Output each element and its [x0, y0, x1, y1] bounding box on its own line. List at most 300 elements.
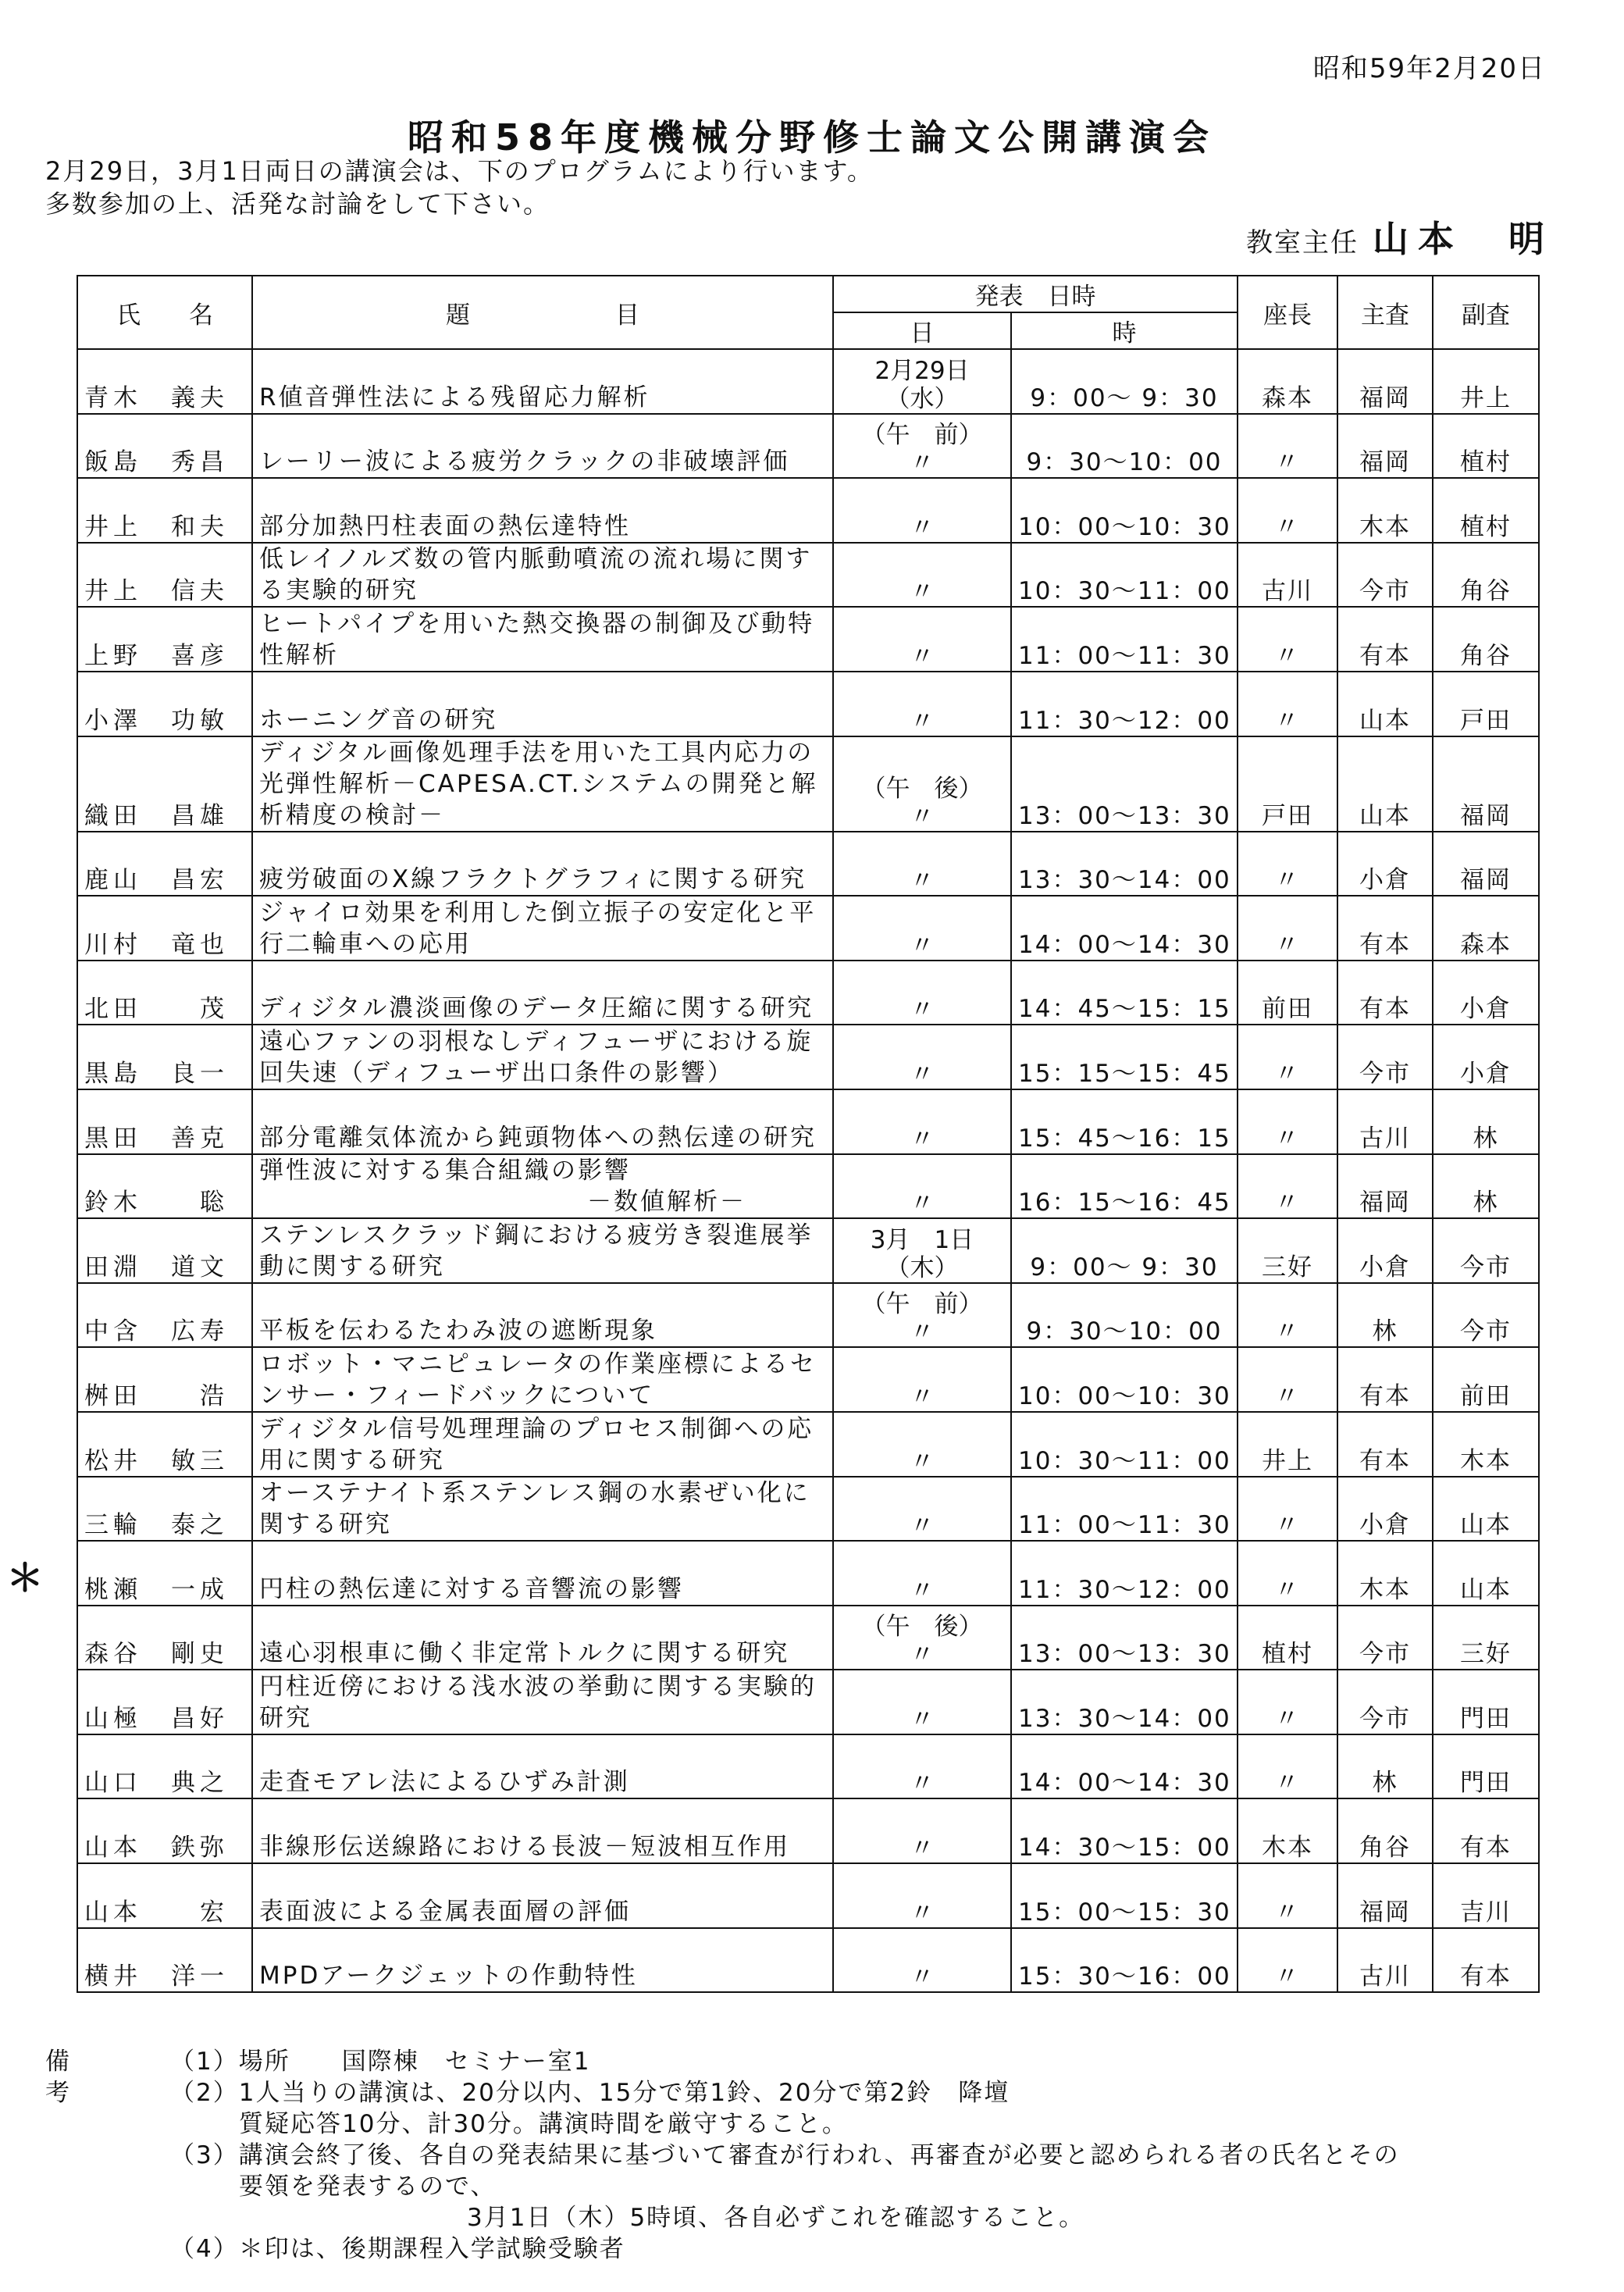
day-cell [833, 1154, 1011, 1219]
time-cell: 11：00～11：30 [1011, 1477, 1238, 1542]
header-time: 時 [1011, 312, 1238, 349]
chair-cell: 三好 [1238, 1218, 1337, 1283]
chair-cell: 〃 [1238, 896, 1337, 961]
examiner-cell: 今市 [1337, 1606, 1433, 1670]
sub-examiner-cell: 福岡 [1433, 736, 1539, 832]
presenter-name-cell [77, 543, 252, 608]
table-row [77, 672, 1539, 736]
table-row [77, 543, 1539, 608]
presenter-name-cell [77, 478, 252, 543]
thesis-title-cell [252, 1928, 833, 1993]
sub-examiner-cell: 福岡 [1433, 832, 1539, 896]
presenter-name: 中含 広寿 [84, 1317, 229, 1346]
remark-3-cont: 要領を発表するので、 [239, 2173, 497, 2201]
presenter-name-cell [77, 349, 252, 414]
examiner-cell: 福岡 [1337, 414, 1433, 479]
day-value: 〃 [910, 1512, 935, 1541]
presenter-name-cell [77, 414, 252, 479]
thesis-subtitle: －数値解析－ [587, 1188, 746, 1217]
chair-cell: 古川 [1238, 543, 1337, 608]
chief-name: 山本 明 [1373, 218, 1554, 260]
examiner-cell: 今市 [1337, 543, 1433, 608]
table-row [77, 896, 1539, 961]
presenter-name: 桝田 浩 [84, 1381, 229, 1410]
thesis-title: 低レイノルズ数の管内脈動噴流の流れ場に関する実験的研究 [259, 545, 813, 605]
document-title: 昭和58年度機械分野修士論文公開講演会 [407, 116, 1216, 159]
applicant-mark: ＊ [6, 1556, 49, 1600]
examiner-cell: 角谷 [1337, 1798, 1433, 1863]
program-rows [6, 349, 1539, 1992]
table-row [77, 478, 1539, 543]
sub-examiner-cell: 角谷 [1433, 543, 1539, 608]
presenter-name: 北田 茂 [84, 995, 229, 1024]
chair-cell: 〃 [1238, 1863, 1337, 1928]
chief-signature [1246, 211, 1554, 262]
examiner-cell: 福岡 [1337, 1154, 1433, 1219]
thesis-title: R値音弾性法による残留応力解析 [259, 383, 650, 412]
presenter-name: 黒田 善克 [84, 1124, 229, 1153]
time-cell: 11：30～12：00 [1011, 672, 1238, 736]
sub-examiner-cell: 今市 [1433, 1218, 1539, 1283]
table-row [77, 1863, 1539, 1928]
thesis-title: 走査モアレ法によるひずみ計測 [259, 1768, 630, 1797]
time-cell: 15：00～15：30 [1011, 1863, 1238, 1928]
day-cell [833, 1606, 1011, 1670]
day-cell [833, 1089, 1011, 1154]
thesis-title-cell [252, 736, 833, 832]
presenter-name-cell [77, 1928, 252, 1993]
examiner-cell: 有本 [1337, 1347, 1433, 1412]
time-cell: 9：00～ 9：30 [1011, 349, 1238, 414]
thesis-title: 平板を伝わるたわみ波の遮断現象 [259, 1317, 657, 1346]
presenter-name-cell [77, 1025, 252, 1089]
header-sub-examiner: 副査 [1433, 276, 1539, 349]
day-cell [833, 1025, 1011, 1089]
day-value: 〃 [910, 1189, 935, 1218]
presenter-name: 織田 昌雄 [84, 801, 229, 830]
time-cell: 16：15～16：45 [1011, 1154, 1238, 1219]
presenter-name: 松井 敏三 [84, 1446, 229, 1475]
presenter-name: 横井 洋一 [84, 1962, 229, 1991]
thesis-title: ディジタル画像処理手法を用いた工具内応力の光弾性解析－CAPESA.CT.システムの開発と解析精度の検討－ [259, 738, 818, 829]
presenter-name: 山極 昌好 [84, 1704, 229, 1733]
examiner-cell: 有本 [1337, 1412, 1433, 1477]
presenter-name-cell [77, 736, 252, 832]
remark-3-date: 3月1日（木）5時頃、各自必ずこれを確認すること。 [467, 2204, 1085, 2232]
thesis-title-cell [252, 1283, 833, 1348]
presenter-name-cell [77, 832, 252, 896]
chair-cell: 〃 [1238, 1928, 1337, 1993]
chair-cell: 〃 [1238, 1089, 1337, 1154]
presenter-name: 井上 信夫 [84, 577, 229, 606]
examiner-cell: 有本 [1337, 896, 1433, 961]
chair-cell: 〃 [1238, 672, 1337, 736]
table-row [77, 1154, 1539, 1219]
thesis-title-cell [252, 349, 833, 414]
remarks-label: 備考 [45, 2048, 71, 2107]
thesis-title-cell [252, 1541, 833, 1606]
day-label: （午 前） [861, 1290, 983, 1319]
presenter-name: 飯島 秀昌 [84, 448, 229, 477]
chair-cell: 前田 [1238, 961, 1337, 1025]
chair-cell: 戸田 [1238, 736, 1337, 832]
time-cell: 10：30～11：00 [1011, 543, 1238, 608]
sub-examiner-cell: 有本 [1433, 1798, 1539, 1863]
examiner-cell: 木本 [1337, 1541, 1433, 1606]
presenter-name-cell [77, 896, 252, 961]
day-cell [833, 961, 1011, 1025]
day-cell [833, 1412, 1011, 1477]
thesis-title: ホーニング音の研究 [259, 705, 498, 734]
thesis-title: 表面波による金属表面層の評価 [259, 1897, 631, 1926]
presenter-name: 鈴木 聡 [84, 1189, 229, 1217]
table-row [77, 607, 1539, 672]
time-cell: 14：00～14：30 [1011, 1734, 1238, 1799]
thesis-title: ジャイロ効果を利用した倒立振子の安定化と平行二輪車への応用 [259, 898, 817, 958]
day-value: 〃 [910, 449, 935, 478]
presenter-name-cell [77, 1283, 252, 1348]
header-name: 氏 名 [77, 276, 252, 349]
table-row [77, 1412, 1539, 1477]
sub-examiner-cell: 有本 [1433, 1928, 1539, 1993]
sub-examiner-cell: 植村 [1433, 414, 1539, 479]
thesis-title: 弾性波に対する集合組織の影響 [259, 1157, 631, 1185]
table-row [77, 1089, 1539, 1154]
examiner-cell: 山本 [1337, 672, 1433, 736]
presenter-name-cell [77, 1606, 252, 1670]
chair-cell: 〃 [1238, 832, 1337, 896]
presenter-name-cell [6, 1541, 252, 1606]
day-value: 〃 [910, 642, 935, 671]
day-cell [833, 478, 1011, 543]
thesis-title-cell [252, 961, 833, 1025]
sub-examiner-cell: 門田 [1433, 1670, 1539, 1734]
thesis-title-cell [252, 1218, 833, 1283]
table-row [77, 736, 1539, 832]
thesis-title: 部分加熱円柱表面の熱伝達特性 [259, 512, 631, 540]
thesis-title-cell [252, 1154, 833, 1219]
thesis-title: 疲労破面のX線フラクトグラフィに関する研究 [259, 865, 807, 894]
examiner-cell: 有本 [1337, 961, 1433, 1025]
time-cell: 13：30～14：00 [1011, 832, 1238, 896]
presenter-name: 井上 和夫 [84, 512, 229, 541]
thesis-title-cell [252, 1089, 833, 1154]
sub-examiner-cell: 前田 [1433, 1347, 1539, 1412]
thesis-title: オーステナイト系ステンレス鋼の水素ぜい化に関する研究 [259, 1479, 810, 1539]
time-cell: 13：00～13：30 [1011, 736, 1238, 832]
examiner-cell: 小倉 [1337, 1218, 1433, 1283]
time-cell: 14：00～14：30 [1011, 896, 1238, 961]
table-row [77, 1283, 1539, 1348]
day-value: 〃 [910, 1576, 935, 1605]
table-row [77, 832, 1539, 896]
thesis-title: レーリー波による疲労クラックの非破壊評価 [259, 447, 790, 476]
thesis-title: 円柱近傍における浅水波の挙動に関する実験的研究 [259, 1672, 817, 1732]
day-label: （午 後） [861, 1613, 983, 1641]
presenter-name-cell [77, 961, 252, 1025]
presenter-name-cell [77, 1218, 252, 1283]
day-cell [833, 349, 1011, 414]
day-cell [833, 1541, 1011, 1606]
sub-examiner-cell: 木本 [1433, 1412, 1539, 1477]
sub-examiner-cell: 吉川 [1433, 1863, 1539, 1928]
day-cell [833, 896, 1011, 961]
examiner-cell: 有本 [1337, 607, 1433, 672]
day-cell [833, 1863, 1011, 1928]
thesis-title: ヒートパイプを用いた熱交換器の制御及び動特性解析 [259, 609, 815, 669]
sub-examiner-cell: 三好 [1433, 1606, 1539, 1670]
examiner-cell: 木本 [1337, 478, 1433, 543]
time-cell: 10：30～11：00 [1011, 1412, 1238, 1477]
thesis-title-cell [252, 896, 833, 961]
header-chair: 座長 [1238, 276, 1337, 349]
thesis-title-cell [252, 1606, 833, 1670]
presenter-name: 三輪 泰之 [84, 1511, 229, 1540]
day-value: 〃 [910, 1060, 935, 1089]
day-cell [833, 414, 1011, 479]
day-value: 〃 [910, 578, 935, 607]
header-day: 日 [833, 312, 1011, 349]
presenter-name: 黒島 良一 [84, 1059, 229, 1088]
day-value: 〃 [910, 707, 935, 736]
thesis-title: MPDアークジェットの作動特性 [259, 1962, 638, 1991]
sub-examiner-cell: 門田 [1433, 1734, 1539, 1799]
presenter-name-cell [77, 1154, 252, 1219]
examiner-cell: 古川 [1337, 1928, 1433, 1993]
thesis-title-cell [252, 1798, 833, 1863]
thesis-title-cell [252, 543, 833, 608]
presenter-name-cell [77, 607, 252, 672]
presenter-name-cell [77, 1863, 252, 1928]
day-cell [833, 543, 1011, 608]
chair-cell: 木本 [1238, 1798, 1337, 1863]
day-label: 2月29日 [874, 356, 970, 385]
presenter-name: 山口 典之 [84, 1769, 229, 1798]
time-cell: 11：00～11：30 [1011, 607, 1238, 672]
chair-cell: 植村 [1238, 1606, 1337, 1670]
time-cell: 9：30～10：00 [1011, 1283, 1238, 1348]
thesis-title-cell [252, 1347, 833, 1412]
thesis-title: 円柱の熱伝達に対する音響流の影響 [259, 1574, 684, 1603]
thesis-title: 非線形伝送線路における長波－短波相互作用 [259, 1833, 790, 1862]
chair-cell: 〃 [1238, 1283, 1337, 1348]
presenter-name-cell [77, 1089, 252, 1154]
examiner-cell: 福岡 [1337, 1863, 1433, 1928]
day-value: 〃 [910, 1318, 935, 1347]
day-cell [833, 672, 1011, 736]
sub-examiner-cell: 小倉 [1433, 961, 1539, 1025]
intro-line-1: 2月29日，3月1日両日の講演会は、下のプログラムにより行います。 [45, 156, 874, 186]
presenter-name-cell [77, 1670, 252, 1734]
chair-cell: 〃 [1238, 1477, 1337, 1542]
sub-examiner-cell: 戸田 [1433, 672, 1539, 736]
examiner-cell: 福岡 [1337, 349, 1433, 414]
day-value: 〃 [910, 1898, 935, 1927]
presenter-name-cell [77, 1412, 252, 1477]
time-cell: 13：30～14：00 [1011, 1670, 1238, 1734]
sub-examiner-cell: 林 [1433, 1154, 1539, 1219]
thesis-title-cell [252, 832, 833, 896]
time-cell: 9：00～ 9：30 [1011, 1218, 1238, 1283]
day-value: 〃 [910, 1963, 935, 1992]
day-value: 〃 [910, 1125, 935, 1153]
day-label: 3月 1日 [870, 1225, 974, 1254]
chair-cell: 井上 [1238, 1412, 1337, 1477]
day-cell [833, 1477, 1011, 1542]
sub-examiner-cell: 林 [1433, 1089, 1539, 1154]
sub-examiner-cell: 山本 [1433, 1541, 1539, 1606]
examiner-cell: 今市 [1337, 1025, 1433, 1089]
day-value: 〃 [910, 931, 935, 960]
presenter-name-cell [77, 672, 252, 736]
day-value: （木） [885, 1253, 959, 1282]
examiner-cell: 林 [1337, 1734, 1433, 1799]
chair-cell: 〃 [1238, 607, 1337, 672]
remarks-items [170, 2046, 1615, 2265]
intro-line-2: 多数参加の上、活発な討論をして下さい。 [45, 189, 550, 219]
presenter-name: 小澤 功敏 [84, 706, 229, 735]
table-row [77, 1477, 1539, 1542]
presenter-name-cell [77, 1477, 252, 1542]
time-cell: 10：00～10：30 [1011, 478, 1238, 543]
chair-cell: 〃 [1238, 1670, 1337, 1734]
presenter-name: 田淵 道文 [84, 1253, 229, 1281]
chair-cell: 〃 [1238, 1025, 1337, 1089]
remark-1: （1）場所 国際棟 セミナー室1 [170, 2048, 591, 2076]
day-value: 〃 [910, 867, 935, 896]
day-value: 〃 [910, 513, 935, 542]
thesis-title: 遠心ファンの羽根なしディフューザにおける旋回失速（ディフューザ出口条件の影響） [259, 1027, 814, 1087]
day-cell [833, 1283, 1011, 1348]
examiner-cell: 山本 [1337, 736, 1433, 832]
program-table [6, 275, 1540, 1993]
document-date: 昭和59年2月20日 [1312, 53, 1546, 84]
day-value: 〃 [910, 1641, 935, 1670]
thesis-title: 遠心羽根車に働く非定常トルクに関する研究 [259, 1639, 790, 1668]
remark-4: （4）＊印は、後期課程入学試験受験者 [170, 2235, 625, 2263]
chair-cell: 〃 [1238, 478, 1337, 543]
sub-examiner-cell: 森本 [1433, 896, 1539, 961]
day-value: （水） [885, 384, 959, 413]
sub-examiner-cell: 今市 [1433, 1283, 1539, 1348]
day-cell [833, 736, 1011, 832]
presenter-name: 森谷 剛史 [84, 1640, 229, 1669]
time-cell: 9：30～10：00 [1011, 414, 1238, 479]
chair-cell: 〃 [1238, 1734, 1337, 1799]
presenter-name: 青木 義夫 [84, 383, 229, 412]
table-row [77, 1541, 1539, 1606]
presenter-name-cell [77, 1798, 252, 1863]
thesis-title-cell [252, 1477, 833, 1542]
presenter-name-cell [77, 1734, 252, 1799]
table-row [77, 414, 1539, 479]
sub-examiner-cell: 植村 [1433, 478, 1539, 543]
time-cell: 14：30～15：00 [1011, 1798, 1238, 1863]
remark-3: （3）講演会終了後、各自の発表結果に基づいて審査が行われ、再審査が必要と認められる者の氏名とその [170, 2141, 1400, 2169]
day-cell [833, 1798, 1011, 1863]
day-value: 〃 [910, 802, 935, 831]
time-cell: 15：45～16：15 [1011, 1089, 1238, 1154]
day-value: 〃 [910, 1834, 935, 1863]
time-cell: 14：45～15：15 [1011, 961, 1238, 1025]
thesis-title: ディジタル濃淡画像のデータ圧縮に関する研究 [259, 994, 814, 1023]
remark-2: （2）1人当りの講演は、20分以内、15分で第1鈴、20分で第2鈴 降壇 [170, 2079, 1010, 2107]
thesis-title-cell [252, 478, 833, 543]
remark-2-cont: 質疑応答10分、計30分。講演時間を厳守すること。 [239, 2110, 848, 2138]
time-cell: 15：15～15：45 [1011, 1025, 1238, 1089]
day-cell [833, 1347, 1011, 1412]
table-row [77, 1734, 1539, 1799]
presenter-name: 山本 鉄弥 [84, 1834, 229, 1862]
day-value: 〃 [910, 996, 935, 1025]
table-row [77, 1025, 1539, 1089]
day-value: 〃 [910, 1770, 935, 1798]
thesis-title: ロボット・マニピュレータの作業座標によるセンサー・フィードバックについて [259, 1349, 817, 1410]
thesis-title-cell [252, 1670, 833, 1734]
chair-cell: 〃 [1238, 1541, 1337, 1606]
day-cell [833, 1734, 1011, 1799]
presenter-name: 鹿山 昌宏 [84, 866, 229, 895]
day-cell [833, 607, 1011, 672]
sub-examiner-cell: 小倉 [1433, 1025, 1539, 1089]
time-cell: 11：30～12：00 [1011, 1541, 1238, 1606]
table-row [77, 1606, 1539, 1670]
day-label: （午 後） [861, 774, 983, 803]
chair-cell: 〃 [1238, 1347, 1337, 1412]
table-row [77, 1670, 1539, 1734]
examiner-cell: 古川 [1337, 1089, 1433, 1154]
presenter-name: 桃瀬 一成 [84, 1575, 229, 1604]
examiner-cell: 林 [1337, 1283, 1433, 1348]
day-cell [833, 1670, 1011, 1734]
table-row [77, 1218, 1539, 1283]
thesis-title: ディジタル信号処理理論のプロセス制御への応用に関する研究 [259, 1414, 814, 1474]
header-examiner: 主査 [1337, 276, 1433, 349]
sub-examiner-cell: 井上 [1433, 349, 1539, 414]
thesis-title: 部分電離気体流から鈍頭物体への熱伝達の研究 [259, 1123, 817, 1152]
examiner-cell: 小倉 [1337, 832, 1433, 896]
chief-label: 教室主任 [1246, 227, 1359, 258]
chair-cell: 〃 [1238, 1154, 1337, 1219]
sub-examiner-cell: 山本 [1433, 1477, 1539, 1542]
table-row [77, 1798, 1539, 1863]
day-value: 〃 [910, 1447, 935, 1476]
time-cell: 15：30～16：00 [1011, 1928, 1238, 1993]
day-label: （午 前） [861, 421, 983, 450]
table-row [77, 961, 1539, 1025]
examiner-cell: 小倉 [1337, 1477, 1433, 1542]
table-row [77, 1928, 1539, 1993]
thesis-title-cell [252, 1734, 833, 1799]
presenter-name: 上野 喜彦 [84, 641, 229, 670]
day-value: 〃 [910, 1705, 935, 1734]
table-row [77, 349, 1539, 414]
examiner-cell: 今市 [1337, 1670, 1433, 1734]
chair-cell: 〃 [1238, 414, 1337, 479]
thesis-title-cell [252, 1412, 833, 1477]
presenter-name-cell [77, 1347, 252, 1412]
thesis-title: ステンレスクラッド鋼における疲労き裂進展挙動に関する研究 [259, 1221, 814, 1281]
day-cell [833, 1218, 1011, 1283]
presenter-name: 川村 竜也 [84, 930, 229, 959]
header-title: 題 目 [252, 276, 833, 349]
time-cell: 13：00～13：30 [1011, 1606, 1238, 1670]
time-cell: 10：00～10：30 [1011, 1347, 1238, 1412]
sub-examiner-cell: 角谷 [1433, 607, 1539, 672]
thesis-title-cell [252, 672, 833, 736]
thesis-title-cell [252, 607, 833, 672]
chair-cell: 森本 [1238, 349, 1337, 414]
